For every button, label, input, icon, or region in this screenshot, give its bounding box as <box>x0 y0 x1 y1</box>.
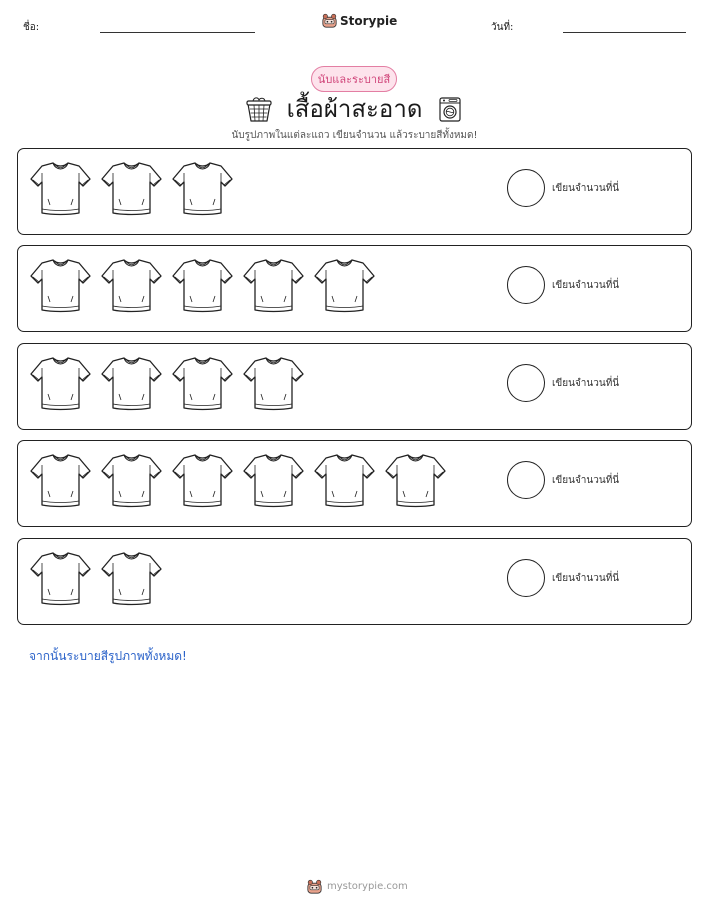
answer-label: เขียนจำนวนที่นี่ <box>552 378 620 389</box>
t-shirt-icon[interactable] <box>29 549 92 607</box>
activity-badge: นับและระบายสี <box>311 66 397 92</box>
t-shirt-icon[interactable] <box>100 159 163 217</box>
counting-row <box>17 343 692 430</box>
website-url: mystorypie.com <box>327 881 408 892</box>
washing-machine-icon <box>436 95 464 123</box>
t-shirt-icon[interactable] <box>313 256 376 314</box>
name-field[interactable] <box>100 32 255 33</box>
t-shirt-icon[interactable] <box>100 549 163 607</box>
laundry-basket-icon <box>245 95 273 123</box>
t-shirt-icon[interactable] <box>242 451 305 509</box>
footer-note: จากนั้นระบายสีรูปภาพทั้งหมด! <box>29 649 187 663</box>
answer-label: เขียนจำนวนที่นี่ <box>552 573 620 584</box>
t-shirt-icon[interactable] <box>100 354 163 412</box>
t-shirt-icon[interactable] <box>242 354 305 412</box>
name-label: ชื่อ: <box>23 22 40 33</box>
t-shirt-icon[interactable] <box>242 256 305 314</box>
storypie-mascot-icon <box>322 13 337 28</box>
t-shirt-icon[interactable] <box>29 451 92 509</box>
shirt-group <box>29 159 234 217</box>
shirt-group <box>29 256 376 314</box>
t-shirt-icon[interactable] <box>29 256 92 314</box>
date-label: วันที่: <box>491 22 514 33</box>
brand-name: Storypie <box>340 13 398 28</box>
t-shirt-icon[interactable] <box>171 451 234 509</box>
t-shirt-icon[interactable] <box>171 354 234 412</box>
counting-row <box>17 440 692 527</box>
page-title: เสื้อผ้าสะอาด <box>286 95 423 123</box>
instructions: นับรูปภาพในแต่ละแถว เขียนจำนวน แล้วระบายสีทั้งหมด! <box>231 130 478 141</box>
t-shirt-icon[interactable] <box>100 451 163 509</box>
date-field[interactable] <box>563 32 686 33</box>
answer-circle[interactable] <box>507 559 545 597</box>
shirt-group <box>29 451 447 509</box>
counting-row <box>17 538 692 625</box>
answer-label: เขียนจำนวนที่นี่ <box>552 280 620 291</box>
t-shirt-icon[interactable] <box>29 354 92 412</box>
answer-circle[interactable] <box>507 266 545 304</box>
t-shirt-icon[interactable] <box>171 159 234 217</box>
title-row <box>0 89 709 128</box>
t-shirt-icon[interactable] <box>100 256 163 314</box>
t-shirt-icon[interactable] <box>171 256 234 314</box>
website-footer <box>307 879 408 894</box>
shirt-group <box>29 549 163 607</box>
counting-row <box>17 245 692 332</box>
t-shirt-icon[interactable] <box>384 451 447 509</box>
answer-label: เขียนจำนวนที่นี่ <box>552 183 620 194</box>
brand-logo <box>322 13 397 28</box>
answer-circle[interactable] <box>507 461 545 499</box>
storypie-mascot-icon <box>307 879 322 894</box>
shirt-group <box>29 354 305 412</box>
answer-label: เขียนจำนวนที่นี่ <box>552 475 620 486</box>
t-shirt-icon[interactable] <box>313 451 376 509</box>
t-shirt-icon[interactable] <box>29 159 92 217</box>
answer-circle[interactable] <box>507 364 545 402</box>
answer-circle[interactable] <box>507 169 545 207</box>
counting-row <box>17 148 692 235</box>
